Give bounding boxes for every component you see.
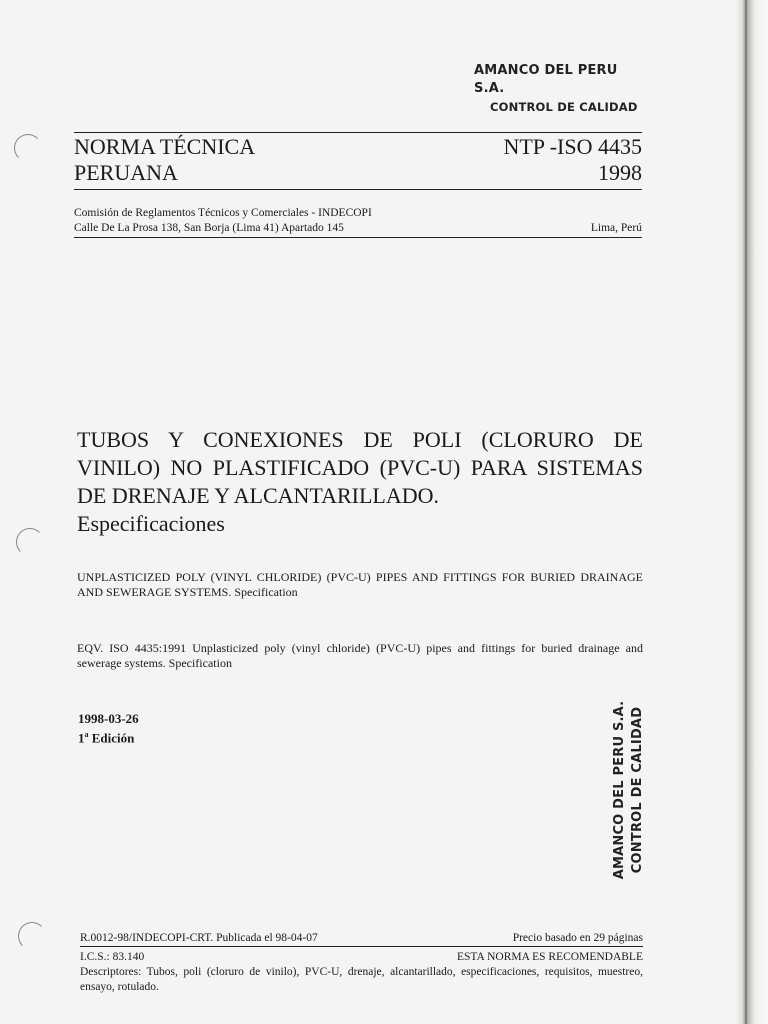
scan-edge bbox=[736, 0, 768, 1024]
issuer-address: Calle De La Prosa 138, San Borja (Lima 41) Apartado 145 bbox=[74, 222, 344, 234]
vertical-quality-stamp bbox=[611, 665, 651, 915]
edition-number bbox=[78, 727, 134, 746]
ics-code: I.C.S.: 83.140 bbox=[80, 951, 145, 963]
punch-hole-mark bbox=[16, 528, 44, 556]
stamp-department: CONTROL DE CALIDAD bbox=[490, 100, 638, 114]
edition-ordinal: 1 bbox=[78, 730, 85, 746]
footer-rule bbox=[80, 946, 643, 947]
standard-type bbox=[74, 134, 255, 186]
descriptors: Descriptores: Tubos, poli (cloruro de vinilo), PVC-U, drenaje, alcantarillado, especificaciones, requisitos, muestreo, ensayo, rotulado. bbox=[80, 966, 643, 993]
vertical-stamp-company: AMANCO DEL PERU S.A. bbox=[612, 700, 627, 880]
punch-hole-mark bbox=[18, 922, 46, 950]
issuer-city: Lima, Perú bbox=[590, 222, 642, 234]
punch-hole-mark bbox=[14, 134, 42, 162]
title-spec: Especificaciones bbox=[77, 511, 225, 536]
issuer-info bbox=[74, 206, 494, 236]
quality-control-stamp bbox=[474, 62, 649, 116]
english-title: UNPLASTICIZED POLY (VINYL CHLORIDE) (PVC-U) PIPES AND FITTINGS FOR BURIED DRAINAGE AND SEWERAGE SYSTEMS. Specification bbox=[77, 570, 643, 599]
scan-edge-line bbox=[745, 0, 747, 1024]
header-rule-middle bbox=[74, 189, 642, 190]
price-basis: Precio basado en 29 páginas bbox=[512, 932, 643, 944]
equivalence-note: EQV. ISO 4435:1991 Unplasticized poly (vinyl chloride) (PVC-U) pipes and fittings for buried drainage and sewerage systems. Specification bbox=[77, 641, 643, 670]
edition-label: Edición bbox=[91, 730, 135, 746]
edition-date: 1998-03-26 bbox=[78, 711, 139, 726]
standard-code bbox=[440, 134, 642, 186]
header-rule-bottom bbox=[74, 237, 642, 238]
edition-ordinal-suffix: a bbox=[84, 730, 89, 739]
issuer-name: Comisión de Reglamentos Técnicos y Comerciales - INDECOPI bbox=[74, 207, 372, 219]
standard-type-line2: PERUANA bbox=[74, 160, 178, 185]
standard-year: 1998 bbox=[598, 160, 642, 185]
stamp-company: AMANCO DEL PERU S.A. bbox=[474, 63, 618, 96]
standard-type-line1: NORMA TÉCNICA bbox=[74, 134, 256, 159]
vertical-stamp-department: CONTROL DE CALIDAD bbox=[630, 706, 645, 874]
document-title bbox=[77, 426, 643, 538]
publication-reference: R.0012-98/INDECOPI-CRT. Publicada el 98-04-07 bbox=[80, 932, 318, 944]
header-rule-top bbox=[74, 132, 642, 133]
recommendation-status: ESTA NORMA ES RECOMENDABLE bbox=[457, 951, 643, 963]
standard-code-number: NTP -ISO 4435 bbox=[503, 134, 642, 159]
title-main: TUBOS Y CONEXIONES DE POLI (CLORURO DE VINILO) NO PLASTIFICADO (PVC-U) PARA SISTEMAS DE DRENAJE Y ALCANTARILLADO. bbox=[77, 427, 643, 508]
